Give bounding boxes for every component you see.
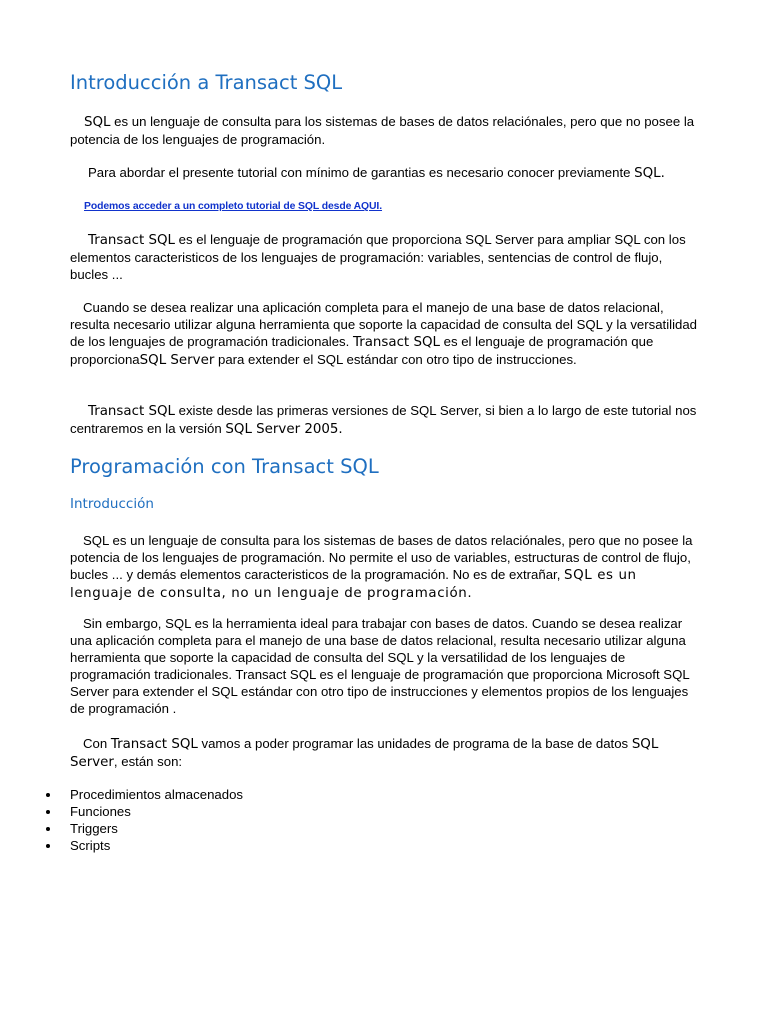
sql-server-term: SQL Server bbox=[139, 353, 215, 368]
transact-sql-term: Transact SQL bbox=[110, 737, 198, 752]
intro-paragraph-3-text: es el lenguaje de programación que proporciona SQL Server para ampliar SQL con los elementos caracteristicos de los lenguajes de programación: variables, sentencias de control de flujo, bucles ... bbox=[70, 232, 686, 282]
programming-paragraph-1-text: SQL es un lenguaje de consulta para los sistemas de bases de datos relaciónales, pero que no posee la potencia de los lenguajes de programación. No permite el uso de variables, estructuras de control de flujo, bucles ... y demás elementos caracteristicos de la programación. No es de extrañar, bbox=[70, 533, 693, 582]
programming-paragraph-3-text-3: , están son: bbox=[113, 754, 183, 769]
sql-term: SQL bbox=[84, 115, 111, 130]
intro-paragraph-3 bbox=[70, 231, 700, 283]
programming-paragraph-3-text-1: Con bbox=[83, 736, 111, 751]
sql-term: SQL. bbox=[634, 166, 665, 181]
sql-server-version-term: SQL Server 2005. bbox=[225, 422, 343, 437]
bullet-icon bbox=[46, 810, 50, 814]
intro-paragraph-5 bbox=[70, 402, 700, 438]
intro-paragraph-4 bbox=[70, 299, 700, 369]
transact-sql-term: Transact SQL bbox=[88, 404, 175, 419]
bullet-icon bbox=[46, 827, 50, 831]
intro-paragraph-4-text-2: es el lenguaje de programación que proporciona bbox=[70, 334, 654, 367]
page-title: Introducción a Transact SQL bbox=[70, 71, 343, 94]
intro-paragraph-4-text-3: para extender el SQL estándar con otro tipo de instrucciones. bbox=[214, 352, 577, 367]
programming-paragraph-3 bbox=[70, 735, 700, 771]
intro-paragraph-4-text-1: Cuando se desea realizar una aplicación completa para el manejo de una base de datos relacional, resulta necesario utilizar alguna herramienta que soporte la capacidad de consulta del SQL y la versatilidad de los lenguajes de programación tradicionales. bbox=[70, 300, 698, 349]
sql-tutorial-link[interactable]: Podemos acceder a un completo tutorial de SQL desde AQUI. bbox=[84, 201, 383, 212]
sql-definition-term: SQL es un lenguaje de consulta, no un lenguaje de programación. bbox=[70, 568, 637, 601]
programming-paragraph-2 bbox=[70, 615, 700, 717]
programming-paragraph-3-text-2: vamos a poder programar las unidades de programa de la base de datos bbox=[197, 736, 632, 751]
document-page: Introducción a Transact SQL SQL es un lenguaje de consulta para los sistemas de bases de datos relaciónales, pero que no posee la potencia de los lenguajes de programación. Para abordar el presente tutorial con mínimo de garantias es necesario conocer previamente SQL. Podemos acceder a un completo tutorial de SQL desde AQUI. Transact SQL es el lenguaje de programación que proporciona SQL Server para ampliar SQL con los elementos caracteristicos de los lenguajes de programación: variables, sentencias de control de flujo, bucles ... Cuando se desea realizar una aplicación completa para el manejo de una base de datos relacional, resulta necesario utilizar alguna herramienta que soporte la capacidad de consulta del SQL y la versatilidad de los lenguajes de programación tradicionales. Transact SQL es el lenguaje de programación que proporcionaSQL Server para extender el SQL estándar con otro tipo de instrucciones. Transact SQL existe desde las primeras versiones de SQL Server, si bien a lo largo de este tutorial nos centraremos en la versión SQL Server 2005. Programación con Transact SQL Introducción SQL es un lenguaje de consulta para los sistemas de bases de datos relaciónales, pero que no posee la potencia de los lenguajes de programación. No permite el uso de variables, estructuras de control de flujo, bucles ... y demás elementos caracteristicos de la programación. No es de extrañar, SQL es un lenguaje de consulta, no un lenguaje de programación. Sin embargo, SQL es la herramienta ideal para trabajar con bases de datos. Cuando se desea realizar una aplicación completa para el manejo de una base de datos relacional, resulta necesario utilizar alguna herramienta que soporte la capacidad de consulta del SQL y la versatilidad de los lenguajes de programación tradicionales. Transact SQL es el lenguaje de programación que proporciona Microsoft SQL Server para extender el SQL estándar con otro tipo de instrucciones y elementos propios de los lenguajes de programación . Con Transact SQL vamos a poder programar las unidades de programa de la base de datos SQL Server, están son: Procedimientos almacenados Funciones Triggers Scripts bbox=[0, 0, 768, 1024]
section-subtitle: Introducción bbox=[70, 496, 154, 512]
section-title: Programación con Transact SQL bbox=[70, 455, 379, 478]
bullet-icon bbox=[46, 844, 50, 848]
programming-paragraph-2-text: Sin embargo, SQL es la herramienta ideal para trabajar con bases de datos. Cuando se desea realizar una aplicación completa para el manejo de una base de datos relacional, resulta necesario utilizar alguna herramienta que soporte la capacidad de consulta del SQL y la versatilidad de los lenguajes de programación tradicionales. Transact SQL es el lenguaje de programación que proporciona Microsoft SQL Server para extender el SQL estándar con otro tipo de instrucciones y elementos propios de los lenguajes de programación . bbox=[70, 616, 690, 716]
programming-paragraph-1 bbox=[70, 532, 700, 602]
bullet-icon bbox=[46, 793, 50, 797]
transact-sql-term: Transact SQL bbox=[88, 233, 175, 248]
intro-paragraph-2 bbox=[70, 164, 700, 182]
intro-paragraph-1 bbox=[70, 113, 700, 148]
intro-paragraph-5-text: existe desde las primeras versiones de SQL Server, si bien a lo largo de este tutorial nos centraremos en la versión bbox=[70, 403, 697, 436]
intro-paragraph-1-text: es un lenguaje de consulta para los sistemas de bases de datos relaciónales, pero que no posee la potencia de los lenguajes de programación. bbox=[70, 114, 695, 147]
intro-paragraph-2-text: Para abordar el presente tutorial con mínimo de garantias es necesario conocer previamente bbox=[88, 165, 635, 180]
transact-sql-term: Transact SQL bbox=[352, 335, 440, 350]
sql-server-term: SQL Server bbox=[70, 737, 659, 770]
